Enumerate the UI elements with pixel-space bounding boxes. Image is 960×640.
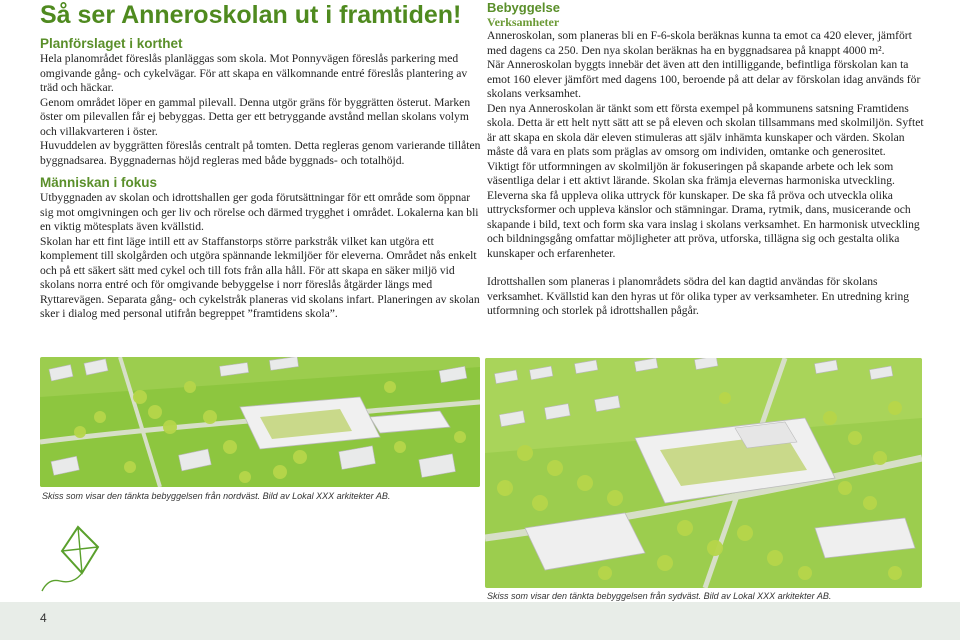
verksamheter-subheading: Verksamheter <box>487 15 560 29</box>
paragraph: Hela planområdet föreslås planläggas som skola. Mot Ponnyvägen föreslås parkering med omgivande gång- och cykelvägar. För att skapa en välkomnande entré föreslås plantering av träd och häckar. <box>40 52 468 94</box>
bebyggelse-section <box>487 0 924 319</box>
planforslag-section <box>40 36 482 168</box>
paragraph: Skolan har ett fint läge intill ett av Staffanstorps större parkstråk vilket kan utgöra ett komplement till skolgården och utgöra spännande lekmiljöer för eleverna. Området nås enkelt och på ett säkert sätt med cykel och till fots från alla håll. För att skapa en säker miljö vid skolans norra entré och för omgivande bebyggelse i norr föreslås åtgärder längs med Ryttarevägen. Separata gång- och cykelstråk planeras vid skolans infart. Planeringen av skolan sker i dialog med personal utifrån begreppet ”framtidens skola”. <box>40 234 480 320</box>
bebyggelse-heading: Bebyggelse <box>487 0 560 15</box>
paragraph: Den nya Anneroskolan är tänkt som ett första exempel på kommunens satsning Framtidens skola. Detta är ett helt nytt sätt att se på eleven och skolan tillsammans med skolmiljön. Syftet är att skapa en skola där eleven stimuleras att själv inhämta kunskaper och värden. Skolan måste då vara en plats som präglas av omsorg om individen, omtanke och generositet. <box>487 101 924 158</box>
paragraph: Anneroskolan, som planeras bli en F-6-skola beräknas kunna ta emot ca 420 elever, jämfört med dagens ca 250. Den nya skolan beräknas ha en byggnadsarea på knappt 4000 m². <box>487 29 912 57</box>
aerial-image-southwest <box>485 358 922 588</box>
aerial-image-northwest <box>40 357 480 487</box>
page-footer-bar <box>0 602 960 640</box>
paragraph: Genom området löper en gammal pilevall. Denna utgör gräns för byggrätten österut. Marken öster om pilevallen får ej bebyggas. Detta ger ett betryggande avstånd mellan skolans volym och villakvarteren i öster. <box>40 95 471 138</box>
manniskan-heading: Människan i fokus <box>40 175 158 190</box>
page-title: Så ser Anneroskolan ut i framtiden! <box>40 1 462 29</box>
manniskan-section <box>40 175 482 322</box>
paragraph: När Anneroskolan byggts innebär det även att den intilliggande, befintliga förskolan kan ta emot 160 elever jämfört med dagens 100, beroende på att delar av förskolan idag används för skolans verksamhet. <box>487 58 921 100</box>
caption-southwest: Skiss som visar den tänkta bebyggelsen från sydväst. Bild av Lokal XXX arkitekter AB. <box>487 591 832 601</box>
paragraph: Viktigt för utformningen av skolmiljön är fokuseringen på skapande arbete och lek som väsentliga delar i ett aktivt lärande. Skolan ska främja elevernas harmoniska utveckling. Eleverna ska få uppleva olika uttryck för kunskaper. De ska få pröva och utveckla olika uttrycksformer och uppleva känslor och stämningar. Drama, rytmik, dans, musicerande och skapande i bild, text och form ska vara inslag i skolans verksamhet. En harmonisk utveckling och bildningsgång omfattar möjligheter att pröva, utforska, tillägna sig och gestalta olika kunskaper och erfarenheter. <box>487 159 920 260</box>
kite-icon <box>40 525 120 595</box>
paragraph: Huvuddelen av byggrätten föreslås centralt på tomten. Detta regleras genom varierande tillåten byggnadsarea. Byggnadernas höjd regleras med både byggnads- och totalhöjd. <box>40 139 481 167</box>
paragraph: Idrottshallen som planeras i planområdets södra del kan dagtid användas för skolans verksamhet. Kvällstid kan den hyras ut för olika typer av verksamheter. En utredning kring utformning och storlek på idrottshallen pågår. <box>487 275 910 317</box>
page-number: 4 <box>40 611 47 625</box>
caption-northwest: Skiss som visar den tänkta bebyggelsen från nordväst. Bild av Lokal XXX arkitekter AB. <box>42 491 391 501</box>
manniskan-body <box>40 191 482 322</box>
paragraph: Utbyggnaden av skolan och idrottshallen ger goda förutsättningar för ett område som öppnar sig mot omgivningen och ger liv och rörelse och därmed trygghet i området. Lokalerna kan bli en viktig mötesplats även kvällstid. <box>40 191 479 233</box>
planforslag-body <box>40 52 482 168</box>
planforslag-heading: Planförslaget i korthet <box>40 36 183 51</box>
bebyggelse-body <box>487 29 924 319</box>
